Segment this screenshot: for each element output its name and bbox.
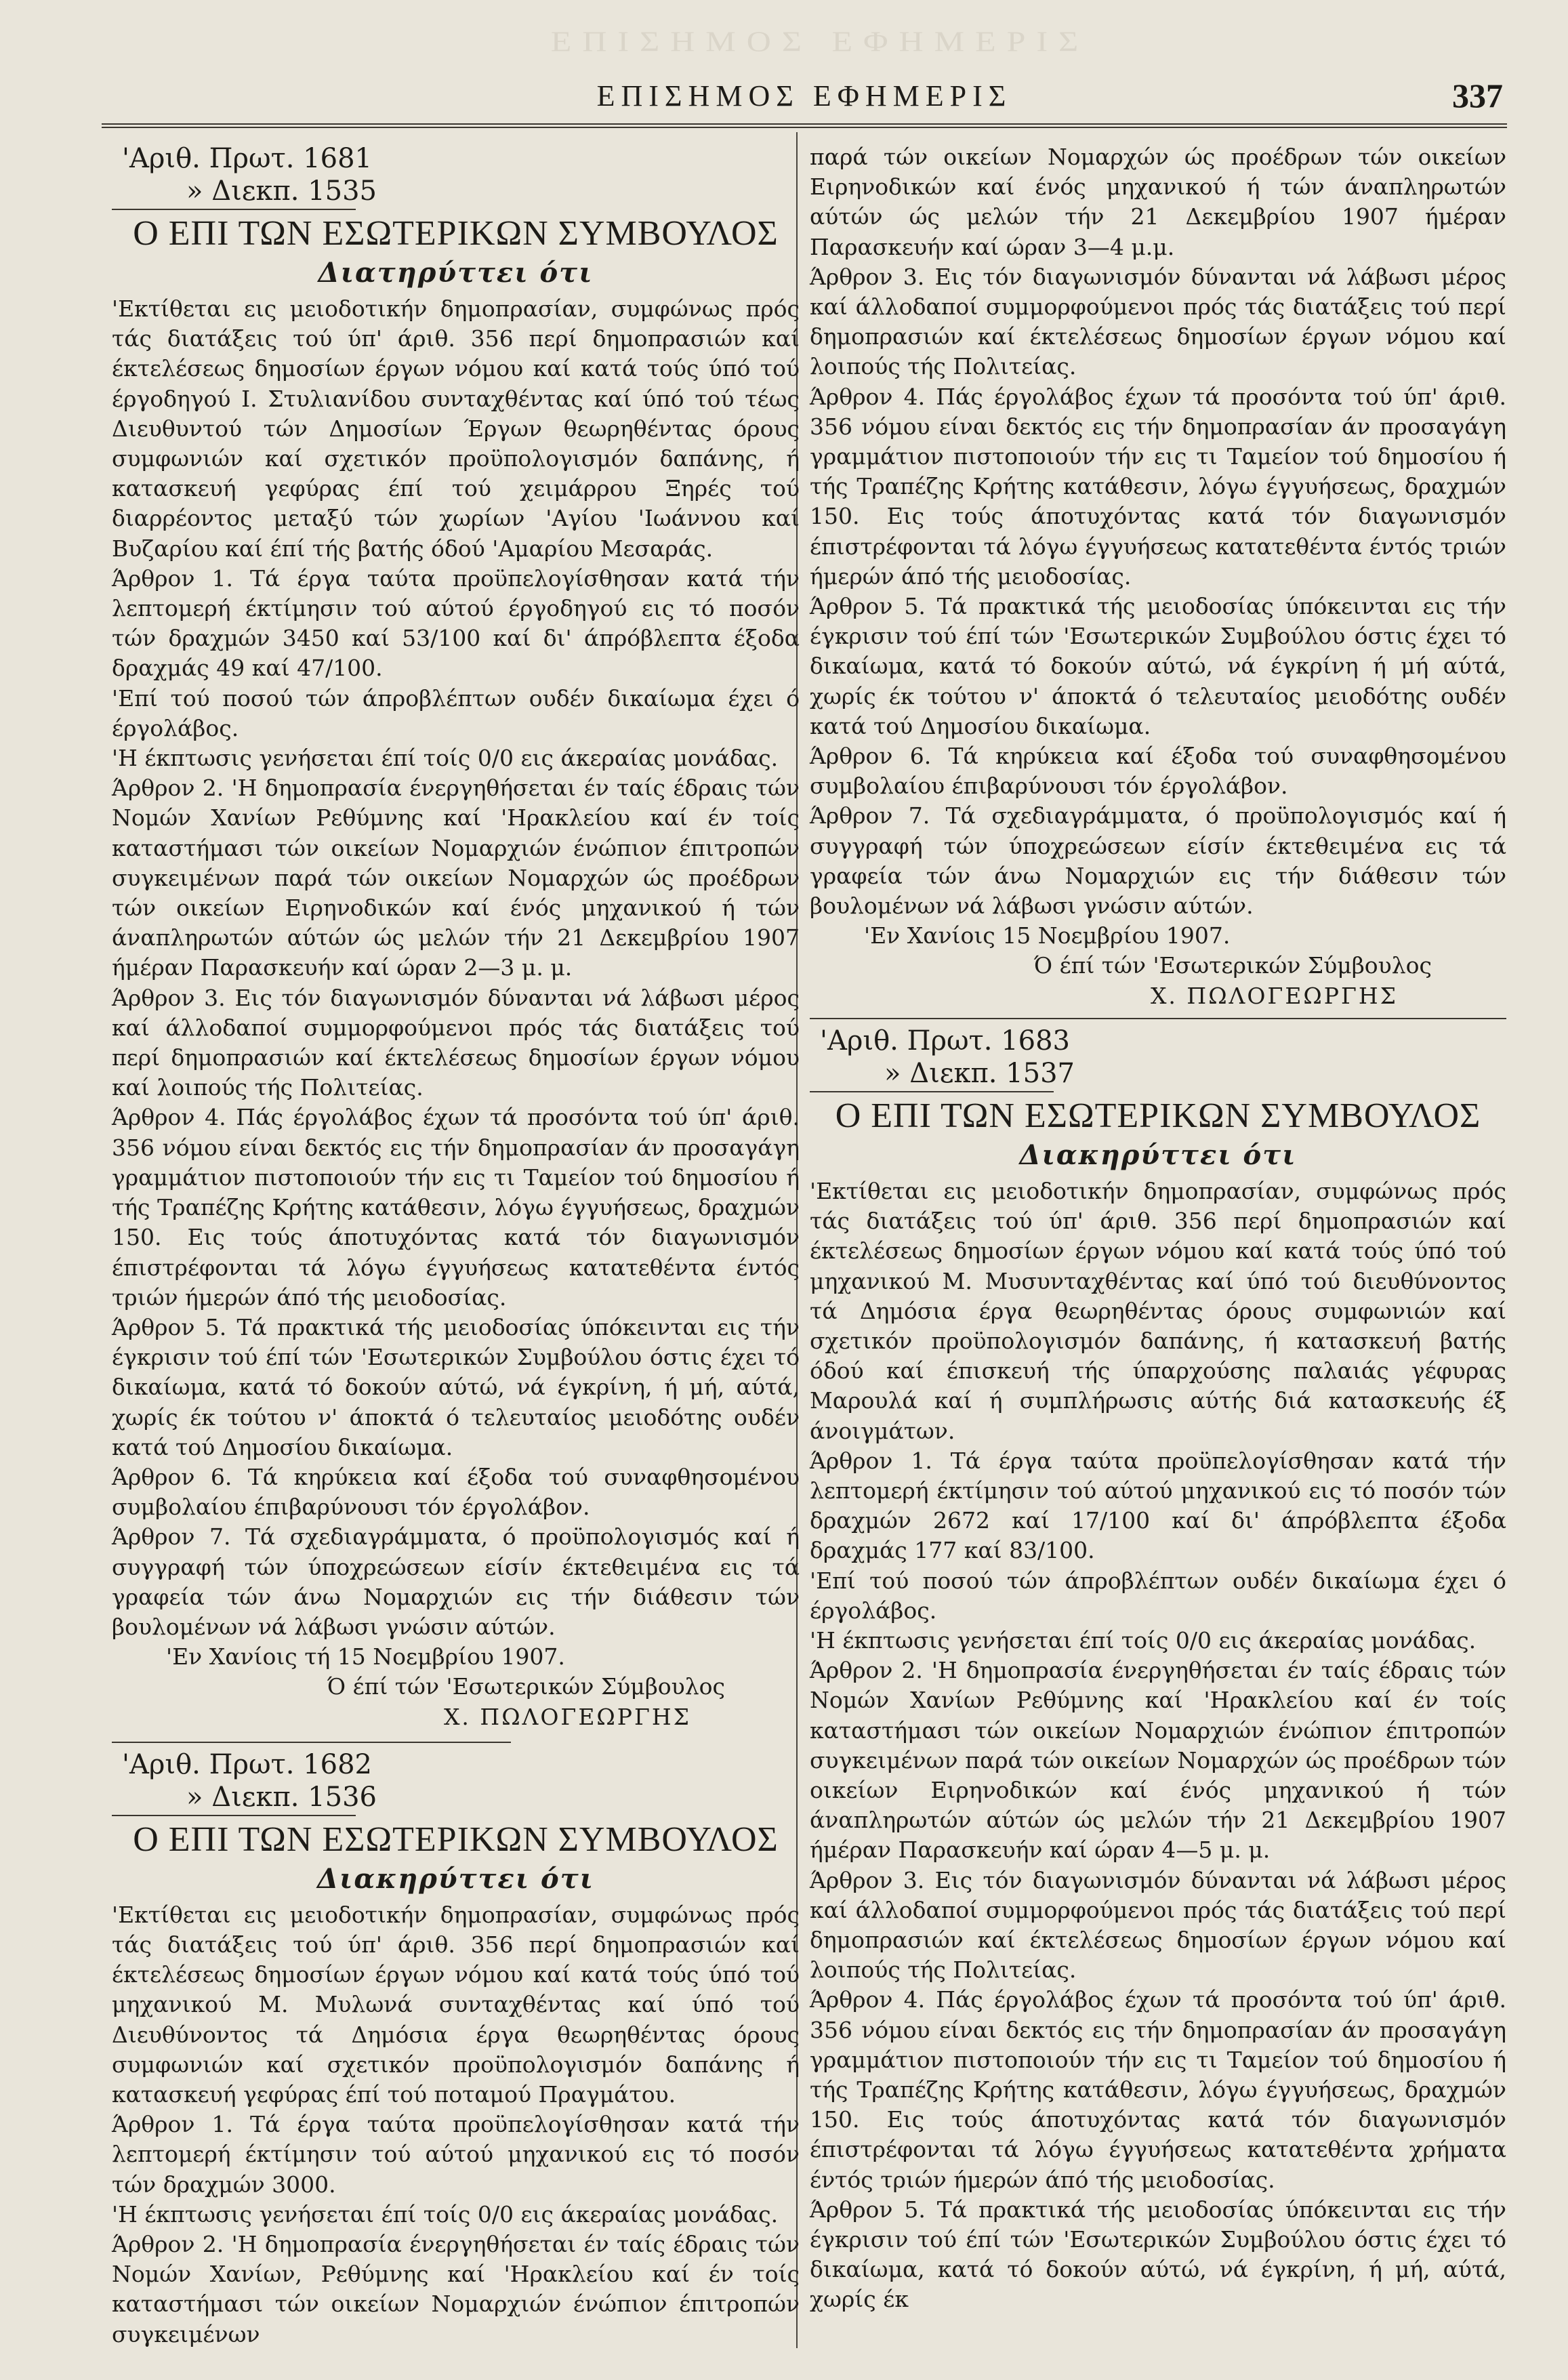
paragraph: Άρθρον 1. Τά έργα ταύτα προϋπελογίσθησαν κατά τήν λεπτομερή έκτίμησιν τού αύτού μηχανικού εις τό ποσόν τών δραχμών 2672 καί 17/100 καί δι' άπρόβλεπτα έξοδα δραχμάς 177 καί 83/100. — [810, 1447, 1506, 1564]
notice-1682 — [112, 1748, 800, 2350]
page-header — [102, 76, 1507, 128]
dispatch-number: » Διεκπ. 1537 — [884, 1057, 1075, 1089]
protocol-number: 'Αριθ. Πρωτ. 1682 — [122, 1748, 372, 1780]
notice-subtitle: Διακηρύττει ότι — [1019, 1138, 1297, 1171]
paragraph: 'Η έκπτωσις γενήσεται έπί τοίς 0/0 εις άκεραίας μονάδας. — [112, 745, 779, 772]
dispatch-number: » Διεκπ. 1536 — [186, 1781, 377, 1813]
paragraph: Άρθρον 2. 'Η δημοπρασία ένεργηθήσεται έν ταίς έδραις τών Νομών Χανίων Ρεθύμνης καί 'Ηρακλείου καί έν τοίς καταστήμασι τών οικείων Νομαρχιών ένώπιον έπιτροπών συγκειμένων παρά τών οικείων Νομαρχών ώς προέδρων τών οικείων Ειρηνοδικών καί ένός μηχανικού ή τών άναπληρωτών αύτών ώς μελών τήν 21 Δεκεμβρίου 1907 ήμέραν Παρασκευήν καί ώραν 4—5 μ. μ. — [810, 1657, 1506, 1864]
left-column — [112, 142, 800, 2350]
notice-1681 — [112, 142, 800, 1732]
notice-title: Ο ΕΠΙ ΤΩΝ ΕΣΩΤΕΡΙΚΩΝ ΣΥΜΒΟΥΛΟΣ — [133, 1820, 779, 1859]
protocol-number: 'Αριθ. Πρωτ. 1683 — [820, 1025, 1070, 1056]
paragraph: Άρθρον 3. Εις τόν διαγωνισμόν δύνανται νά λάβωσι μέρος καί άλλοδαποί συμμορφούμενοι πρός τάς διατάξεις τού περί δημοπρασιών καί έκτελέσεως δημοσίων έργων νόμου καί λοιπούς τής Πολιτείας. — [112, 984, 800, 1101]
paragraph: 'Επί τού ποσού τών άπροβλέπτων ουδέν δικαίωμα έχει ό έργολάβος. — [810, 1567, 1506, 1624]
paragraph: Άρθρον 4. Πάς έργολάβος έχων τά προσόντα τού ύπ' άριθ. 356 νόμου είναι δεκτός εις τήν δημοπρασίαν άν προσαγάγη γραμμάτιον πιστοποιούν τήν εις τι Ταμείον τού δημοσίου ή τής Τραπέζης Κρήτης κατάθεσιν, λόγω έγγυήσεως, δραχμών 150. Εις τούς άποτυχόντας κατά τόν διαγωνισμόν έπιστρέφονται τά λόγω έγγυήσεως κατατεθέντα έντός τριών ήμερών άπό τής μειοδοσίας. — [810, 383, 1506, 590]
signature-place-date: 'Εν Χανίοις 15 Νοεμβρίου 1907. — [864, 922, 1231, 949]
ref-rule — [112, 1815, 356, 1816]
paragraph: Άρθρον 3. Εις τόν διαγωνισμόν δύνανται νά λάβωσι μέρος καί άλλοδαποί συμμορφούμενοι πρός τάς διατάξεις τού περί δημοπρασιών καί έκτελέσεως δημοσίων έργων νόμου καί λοιπούς τής Πολιτείας. — [810, 1866, 1506, 1984]
signature-name: Χ. ΠΩΛΟΓΕΩΡΓΗΣ — [443, 1703, 691, 1730]
notice-1681-continued — [810, 142, 1506, 1011]
paragraph: 'Εκτίθεται εις μειοδοτικήν δημοπρασίαν, συμφώνως πρός τάς διατάξεις τού ύπ' άριθ. 356 περί δημοπρασιών καί έκτελέσεως δημοσίων έργων νόμου καί κατά τούς ύπό τού μηχανικού Μ. Μυσυνταχθέντας καί ύπό τού διευθύνοντος τά Δημόσια έργα θεωρηθέντας όρους συμφωνιών καί σχετικόν προϋπολογισμόν δαπάνης, ή κατασκευή βατής όδού καί έπισκευή τής ύπαρχούσης παλαιάς γέφυρας Μαρουλά καί ή συμπλήρωσις αύτής διά κατασκευής έξ άνοιγμάτων. — [810, 1177, 1506, 1444]
paragraph: Άρθρον 1. Τά έργα ταύτα προϋπελογίσθησαν κατά τήν λεπτομερή έκτίμησιν τού αύτού μηχανικού εις τό ποσόν τών δραχμών 3000. — [112, 2111, 800, 2198]
paragraph: 'Η έκπτωσις γενήσεται έπί τοίς 0/0 εις άκεραίας μονάδας. — [112, 2200, 779, 2228]
page-number: 337 — [1452, 77, 1503, 115]
ref-rule — [112, 209, 356, 210]
signature-name: Χ. ΠΩΛΟΓΕΩΡΓΗΣ — [1150, 982, 1398, 1009]
signature-role: Ό έπί τών 'Εσωτερικών Σύμβουλος — [1033, 952, 1432, 979]
paragraph: Άρθρον 7. Τά σχεδιαγράμματα, ό προϋπολογισμός καί ή συγγραφή τών ύποχρεώσεων είσίν έκτεθειμένα εις τά γραφεία τών άνω Νομαρχιών εις τήν διάθεσιν τών βουλομένων νά λάβωσι γνώσιν αύτών. — [810, 802, 1506, 920]
paragraph: Άρθρον 6. Τά κηρύκεια καί έξοδα τού συναφθησομένου συμβολαίου έπιβαρύνουσι τόν έργολάβον. — [112, 1463, 800, 1521]
right-column — [810, 142, 1506, 2315]
running-title: ΕΠΙΣΗΜΟΣ ΕΦΗΜΕΡΙΣ — [596, 79, 1012, 112]
bleed-through-header: ΕΠΙΣΗΜΟΣ ΕΦΗΜΕΡΙΣ — [550, 25, 1090, 58]
signature-place-date: 'Εν Χανίοις τή 15 Νοεμβρίου 1907. — [166, 1643, 565, 1670]
paragraph: Άρθρον 1. Τά έργα ταύτα προϋπελογίσθησαν κατά τήν λεπτομερή έκτίμησιν τού αύτού έργοδηγού εις τό ποσόν τών δραχμών 3450 καί 53/100 καί δι' άπρόβλεπτα έξοδα δραχμάς 49 καί 47/100. — [112, 565, 800, 682]
notice-title: Ο ΕΠΙ ΤΩΝ ΕΣΩΤΕΡΙΚΩΝ ΣΥΜΒΟΥΛΟΣ — [835, 1096, 1481, 1135]
paragraph: Άρθρον 5. Τά πρακτικά τής μειοδοσίας ύπόκεινται εις τήν έγκρισιν τού έπί τών 'Εσωτερικών Συμβούλου όστις έχει τό δικαίωμα, κατά τό δοκούν αύτώ, νά έγκρίνη ή μή αύτά, χωρίς έκ τούτου ν' άποκτά ό τελευταίος μειοδότης ουδέν κατά τού Δημοσίου δικαίωμα. — [810, 593, 1506, 739]
paragraph: 'Εκτίθεται εις μειοδοτικήν δημοπρασίαν, συμφώνως πρός τάς διατάξεις τού ύπ' άριθ. 356 περί δημοπρασιών καί έκτελέσεως δημοσίων έργων νόμου καί κατά τούς ύπό τού μηχανικού Μ. Μυλωνά συνταχθέντας καί ύπό τού Διευθύνοντος τά Δημόσια έργα θεωρηθέντας όρους συμφωνιών καί σχετικόν προϋπολογισμόν δαπάνης ή κατασκευή γεφύρας έπί τού ποταμού Πραγμάτου. — [112, 1901, 800, 2108]
paragraph: Άρθρον 7. Τά σχεδιαγράμματα, ό προϋπολογισμός καί ή συγγραφή τών ύποχρεώσεων είσίν έκτεθειμένα εις τά γραφεία τών άνω Νομαρχιών εις τήν διάθεσιν τών βουλομένων νά λάβωσι γνώσιν αύτών. — [112, 1523, 800, 1640]
ref-rule — [810, 1091, 1054, 1092]
paragraph: Άρθρον 5. Τά πρακτικά τής μειοδοσίας ύπόκεινται εις τήν έγκρισιν τού έπί τών 'Εσωτερικών Συμβούλου όστις έχει τό δικαίωμα, κατά τό δοκούν αύτώ, νά έγκρίνη, ή μή, αύτά, χωρίς έκ — [810, 2196, 1506, 2313]
paragraph: Άρθρον 3. Εις τόν διαγωνισμόν δύνανται νά λάβωσι μέρος καί άλλοδαποί συμμορφούμενοι πρός τάς διατάξεις τού περί δημοπρασιών καί έκτελέσεως δημοσίων έργων νόμου καί λοιπούς τής Πολιτείας. — [810, 263, 1506, 380]
paragraph: Άρθρον 6. Τά κηρύκεια καί έξοδα τού συναφθησομένου συμβολαίου έπιβαρύνουσι τόν έργολάβον. — [810, 743, 1506, 800]
paragraph: Άρθρον 4. Πάς έργολάβος έχων τά προσόντα τού ύπ' άριθ. 356 νόμου είναι δεκτός εις τήν δημοπρασίαν άν προσαγάγη γραμμάτιον πιστοποιούν τήν εις τι Ταμείον τού δημοσίου ή τής Τραπέζης Κρήτης κατάθεσιν, λόγω έγγυήσεως, δραχμών 150. Εις τούς άποτυχόντας κατά τόν διαγωνισμόν έπιστρέφονται τά λόγω έγγυήσεως κατατεθέντα χρήματα έντός τριών ήμερών άπό τής μειοδοσίας. — [810, 1986, 1506, 2193]
section-rule — [810, 1018, 1506, 1019]
paragraph: Άρθρον 2. 'Η δημοπρασία ένεργηθήσεται έν ταίς έδραις τών Νομών Χανίων Ρεθύμνης καί 'Ηρακλείου καί έν τοίς καταστήμασι τών οικείων Νομαρχιών ένώπιον έπιτροπών συγκειμένων παρά τών οικείων Νομαρχών ώς προέδρων τών οικείων Ειρηνοδικών καί ένός μηχανικού ή τών άναπληρωτών αύτών ώς μελών τήν 21 Δεκεμβρίου 1907 ήμέραν Παρασκευήν καί ώραν 2—3 μ. μ. — [112, 775, 800, 981]
paragraph: 'Η έκπτωσις γενήσεται έπί τοίς 0/0 εις άκεραίας μονάδας. — [810, 1626, 1477, 1654]
notice-subtitle: Διατηρύττει ότι — [318, 257, 594, 289]
paragraph: Άρθρον 5. Τά πρακτικά τής μειοδοσίας ύπόκεινται εις τήν έγκρισιν τού έπί τών 'Εσωτερικών Συμβούλου όστις έχει τό δικαίωμα, κατά τό δοκούν αύτώ, νά έγκρίνη, ή μή, αύτά, χωρίς έκ τούτου ν' άποκτά ό τελευταίος μειοδότης ουδέν κατά τού Δημοσίου δικαίωμα. — [112, 1313, 800, 1460]
paragraph: Άρθρον 2. 'Η δημοπρασία ένεργηθήσεται έν ταίς έδραις τών Νομών Χανίων, Ρεθύμνης καί 'Ηρακλείου καί έν τοίς καταστήμασι τών οικείων Νομαρχιών ένώπιον έπιτροπών συγκειμένων — [112, 2230, 800, 2347]
notice-title: Ο ΕΠΙ ΤΩΝ ΕΣΩΤΕΡΙΚΩΝ ΣΥΜΒΟΥΛΟΣ — [133, 214, 779, 253]
paragraph: παρά τών οικείων Νομαρχών ώς προέδρων τών οικείων Ειρηνοδικών καί ένός μηχανικού ή τών άναπληρωτών αύτών ώς μελών τήν 21 Δεκεμβρίου 1907 ήμέραν Παρασκευήν καί ώραν 3—4 μ.μ. — [810, 144, 1506, 260]
notice-subtitle: Διακηρύττει ότι — [317, 1862, 594, 1895]
signature-role: Ό έπί τών 'Εσωτερικών Σύμβουλος — [327, 1673, 725, 1700]
paragraph: 'Εκτίθεται εις μειοδοτικήν δημοπρασίαν, συμφώνως πρός τάς διατάξεις τού ύπ' άριθ. 356 περί δημοπρασιών καί έκτελέσεως δημοσίων έργων νόμου καί κατά τούς ύπό τού έργοδηγού Ι. Στυλιανίδου συνταχθέντας καί ύπό τού τέως Διευθυντού τών Δημοσίων Έργων θεωρηθέντας όρους συμφωνιών καί σχετικόν προϋπολογισμόν δαπάνης, ή κατασκευή γεφύρας έπί τού χειμάρρου Ξηρές τού διαρρέοντος μεταξύ τών χωρίων 'Αγίου 'Ιωάννου καί Βυζαρίου καί έπί τής βατής όδού 'Αμαρίου Μεσαράς. — [112, 295, 800, 562]
notice-1683 — [810, 1025, 1506, 2315]
protocol-number: 'Αριθ. Πρωτ. 1681 — [122, 143, 372, 174]
dispatch-number: » Διεκπ. 1535 — [186, 176, 377, 207]
paragraph: 'Επί τού ποσού τών άπροβλέπτων ουδέν δικαίωμα έχει ό έργολάβος. — [112, 684, 800, 741]
paragraph: Άρθρον 4. Πάς έργολάβος έχων τά προσόντα τού ύπ' άριθ. 356 νόμου είναι δεκτός εις τήν δημοπρασίαν άν προσαγάγη γραμμάτιον πιστοποιούν τήν εις τι Ταμείον τού δημοσίου ή τής Τραπέζης Κρήτης κατάθεσιν, λόγω έγγυήσεως, δραχμών 150. Εις τούς άποτυχόντας κατά τόν διαγωνισμόν έπιστρέφονται τά λόγω έγγυήσεως κατατεθέντα έντός τριών ήμερών άπό τής μειοδοσίας. — [112, 1104, 800, 1311]
section-rule — [112, 1742, 511, 1743]
